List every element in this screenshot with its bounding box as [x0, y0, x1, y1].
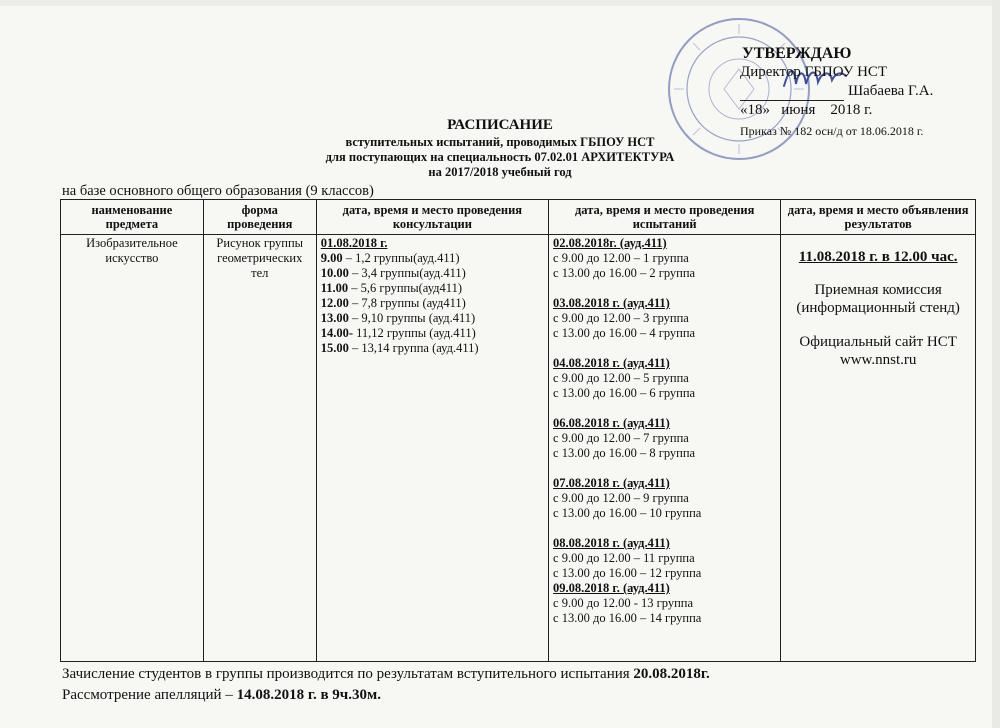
approval-day: «18»	[740, 102, 770, 118]
signature-line	[740, 84, 844, 101]
approval-signer: Шабаева Г.А.	[848, 83, 934, 99]
consultation-line: 14.00- 11,12 группы (ауд.411)	[320, 326, 476, 340]
approval-signature-row	[740, 82, 990, 101]
header-exams: дата, время и место проведения испытаний	[549, 200, 781, 235]
appeal-note: Рассмотрение апелляций – 14.08.2018 г. в 9ч.30м.	[62, 687, 381, 703]
header-form: форма проведения	[203, 200, 316, 235]
exam-slot: с 9.00 до 12.00 – 7 группа	[553, 431, 689, 445]
enrollment-date: 20.08.2018г.	[633, 666, 710, 682]
exam-slot: с 13.00 до 16.00 – 12 группа	[553, 566, 702, 580]
title-line-2: для поступающих на специальность 07.02.01 АРХИТЕКТУРА	[325, 150, 675, 164]
header-subject: наименование предмета	[61, 200, 204, 235]
exam-day	[553, 236, 776, 281]
exam-date: 08.08.2018 г. (ауд.411)	[553, 536, 670, 550]
exam-slot: с 13.00 до 16.00 – 14 группа	[553, 611, 702, 625]
exam-slot: с 13.00 до 16.00 – 2 группа	[553, 266, 696, 280]
approval-block	[740, 44, 990, 141]
cell-subject: Изобразительное искусство	[61, 235, 204, 662]
exam-date: 03.08.2018 г. (ауд.411)	[553, 296, 670, 310]
consultation-date: 01.08.2018 г.	[320, 236, 388, 250]
cell-results	[781, 235, 976, 662]
exam-slot: с 9.00 до 12.00 – 1 группа	[553, 251, 689, 265]
table-header-row	[61, 200, 976, 235]
exam-date: 09.08.2018 г. (ауд.411)	[553, 581, 670, 595]
header-results: дата, время и место объявления результатов	[781, 200, 976, 235]
cell-form: Рисунок группы геометрических тел	[203, 235, 316, 662]
cell-exams	[549, 235, 781, 662]
consultation-line: 9.00 – 1,2 группы(ауд.411)	[320, 251, 460, 265]
exam-day	[553, 536, 776, 581]
base-education-note: на базе основного общего образования (9 классов)	[62, 183, 374, 199]
schedule-table	[60, 199, 976, 662]
exam-date: 04.08.2018 г. (ауд.411)	[553, 356, 670, 370]
consultation-line: 13.00 – 9,10 группы (ауд.411)	[320, 311, 476, 325]
exam-date: 07.08.2018 г. (ауд.411)	[553, 476, 670, 490]
document-title	[260, 118, 740, 180]
title-line-3: на 2017/2018 учебный год	[428, 165, 572, 179]
approval-position: Директор ГБПОУ НСТ	[740, 64, 888, 80]
approval-heading: УТВЕРЖДАЮ	[742, 45, 852, 62]
exam-day	[553, 356, 776, 401]
scan-edge	[992, 0, 1000, 728]
consultation-line: 12.00 – 7,8 группы (ауд411)	[320, 296, 466, 310]
exam-day	[553, 476, 776, 521]
results-place-commission: Приемная комиссия (информационный стенд)	[796, 282, 960, 316]
consultation-line: 15.00 – 13,14 группа (ауд.411)	[320, 341, 479, 355]
exam-day	[553, 296, 776, 341]
exam-date: 06.08.2018 г. (ауд.411)	[553, 416, 670, 430]
results-place-website: Официальный сайт НСТ	[799, 334, 957, 350]
enrollment-note: Зачисление студентов в группы производится по результатам вступительного испытания 20.08.2018г.	[62, 666, 710, 682]
exam-slot: с 13.00 до 16.00 – 10 группа	[553, 506, 702, 520]
title-main: РАСПИСАНИЕ	[447, 117, 553, 133]
exam-slot: с 9.00 до 12.00 – 9 группа	[553, 491, 689, 505]
exam-slot: с 9.00 до 12.00 – 5 группа	[553, 371, 689, 385]
exam-slot: с 9.00 до 12.00 – 11 группа	[553, 551, 695, 565]
exam-day	[553, 581, 776, 626]
appeal-date: 14.08.2018 г. в 9ч.30м.	[236, 687, 381, 703]
approval-order: Приказ № 182 осн/д от 18.06.2018 г.	[740, 124, 924, 138]
results-date: 11.08.2018 г. в 12.00 час.	[798, 249, 958, 265]
consultation-line: 10.00 – 3,4 группы(ауд.411)	[320, 266, 466, 280]
exam-slot: с 9.00 до 12.00 - 13 группа	[553, 596, 694, 610]
exam-slot: с 9.00 до 12.00 – 3 группа	[553, 311, 689, 325]
approval-date	[740, 101, 990, 120]
scan-edge	[0, 0, 1000, 6]
results-site-url: www.nnst.ru	[839, 352, 917, 368]
exam-slot: с 13.00 до 16.00 – 4 группа	[553, 326, 696, 340]
exam-slot: с 13.00 до 16.00 – 8 группа	[553, 446, 696, 460]
table-row	[61, 235, 976, 662]
cell-consultation	[316, 235, 548, 662]
approval-year: 2018 г.	[830, 102, 873, 118]
exam-day	[553, 416, 776, 461]
title-line-1: вступительных испытаний, проводимых ГБПОУ НСТ	[345, 135, 655, 149]
exam-slot: с 13.00 до 16.00 – 6 группа	[553, 386, 696, 400]
consultation-line: 11.00 – 5,6 группы(ауд411)	[320, 281, 462, 295]
header-consultation: дата, время и место проведения консультации	[316, 200, 548, 235]
approval-month: июня	[781, 102, 816, 118]
exam-date: 02.08.2018г. (ауд.411)	[553, 236, 667, 250]
